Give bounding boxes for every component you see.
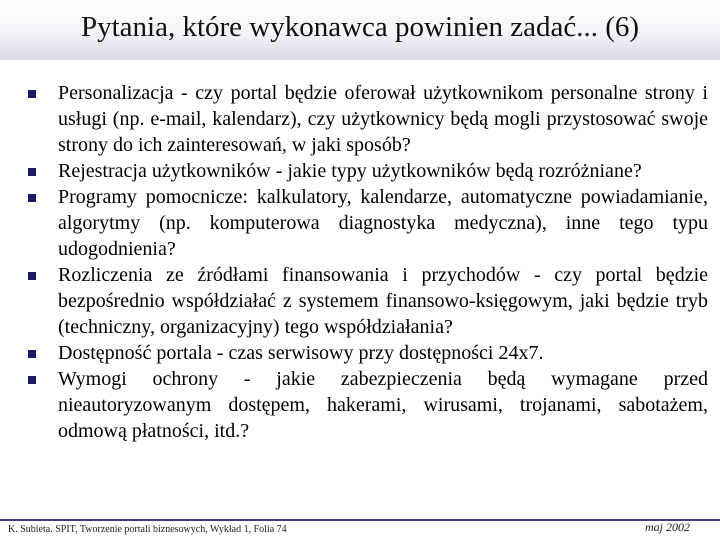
list-item	[28, 80, 708, 158]
list-item-text: Dostępność portala - czas serwisowy przy dostępności 24x7.	[58, 342, 544, 364]
square-bullet-icon	[28, 168, 36, 176]
list-item-text: Rejestracja użytkowników - jakie typy użytkowników będą rozróżniane?	[58, 160, 642, 182]
list-item	[28, 262, 708, 340]
square-bullet-icon	[28, 272, 36, 280]
list-item	[28, 366, 708, 444]
square-bullet-icon	[28, 90, 36, 98]
slide-title: Pytania, które wykonawca powinien zadać... (6)	[80, 11, 640, 43]
list-item-text: Rozliczenia ze źródłami finansowania i przychodów - czy portal będzie bezpośrednio współdziałać z systemem finansowo-księgowym, jaki będzie tryb (techniczny, organizacyjny) tego współdziałania?	[58, 264, 708, 338]
list-item-text: Personalizacja - czy portal będzie oferował użytkownikom personalne strony i usługi (np. e-mail, kalendarz), czy użytkownicy będą mogli przystosować swoje strony do ich zainteresowań, w jaki sposób?	[58, 82, 708, 156]
footer-date: maj 2002	[645, 520, 690, 534]
footer-divider	[0, 519, 720, 521]
list-item	[28, 158, 708, 184]
bullet-list	[28, 80, 708, 444]
square-bullet-icon	[28, 194, 36, 202]
list-item	[28, 184, 708, 262]
square-bullet-icon	[28, 350, 36, 358]
square-bullet-icon	[28, 376, 36, 384]
list-item	[28, 340, 708, 366]
footer-citation: K. Subieta. SPIT, Tworzenie portali biznesowych, Wykład 1, Folia 74	[8, 524, 287, 535]
list-item-text: Wymogi ochrony - jakie zabezpieczenia będą wymagane przed nieautoryzowanym dostępem, hakerami, wirusami, trojanami, sabotażem, odmową płatności, itd.?	[58, 368, 708, 442]
list-item-text: Programy pomocnicze: kalkulatory, kalendarze, automatyczne powiadamianie, algorytmy (np. komputerowa diagnostyka medyczna), inne tego typu udogodnienia?	[58, 186, 708, 260]
